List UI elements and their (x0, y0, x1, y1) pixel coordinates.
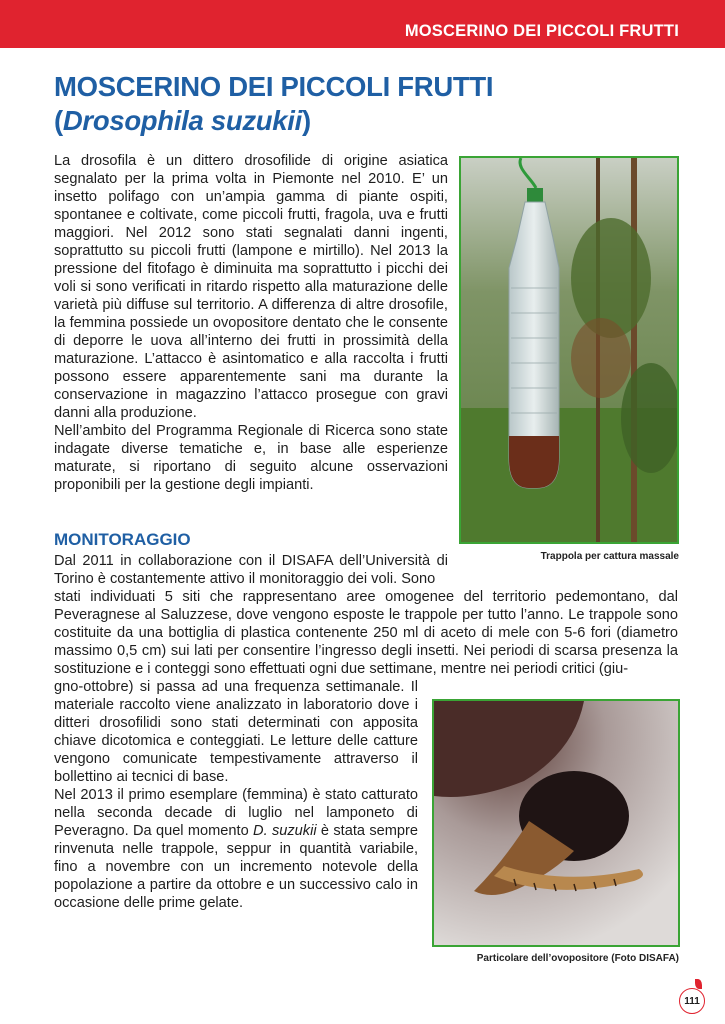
header-section-label: MOSCERINO DEI PICCOLI FRUTTI (404, 22, 679, 40)
intro-text-2: Nell’ambito del Programma Regionale di Ricerca sono state indagate diverse tematiche e, in base alle esperienze maturate, si riportano di seguito alcune osservazioni proponibili per la gestione degli impianti. (54, 423, 448, 493)
monitoring-text-full: stati individuati 5 siti che rappresentano aree omogenee del territorio pedemontano, dal Peveragnese al Saluzzese, dove vengono esposte le trappole per tutto l’anno. Le trappole sono costituite da una bottiglia di plastica contenente 250 ml di aceto di mele con 5-6 fori (diametro massimo 0,5 cm) sui lati per consentire l’ingresso degli insetti. Nei periodi di scarsa presenza la sostituzione e i conteggi sono effettuati ogni due settimane, mentre nei periodi critici (giu- (54, 589, 678, 677)
title-line1: MOSCERINO DEI PICCOLI FRUTTI (54, 71, 494, 102)
intro-paragraph (54, 152, 448, 494)
trap-caption: Trappola per cattura massale (540, 551, 679, 562)
header-bar (0, 0, 725, 48)
ovipositor-photo (432, 699, 680, 947)
monitoring-text-narrow2: gno-ottobre) si passa ad una frequenza settimanale. Il materiale raccolto viene analizzato in laboratorio dove i ditteri drosofilidi sono stati determinati con apposita chiave dicotomica e conteggiati. Le letture delle catture vengono comunicate tempestivamente attraverso il bollettino ai tecnici di base. (54, 679, 418, 785)
monitoring-paragraph-results (54, 678, 418, 912)
page-number: 111 (679, 988, 705, 1014)
monitoring-paragraph-narrow (54, 552, 448, 588)
leaf-icon (695, 979, 702, 989)
title-paren-close: ) (301, 105, 311, 136)
monitoring-text3-before: Nel 2013 il primo esemplare (femmina) è stato catturato nella seconda decade di luglio nel lamponeto di Peveragno. Da quel momento (54, 787, 418, 839)
monitoring-text-narrow: Dal 2011 in collaborazione con il DISAFA dell’Università di Torino è costantemente attivo il monitoraggio dei voli. Sono (54, 553, 448, 587)
trap-photo (459, 156, 679, 544)
monitoring-text3-after: è stata sempre rinvenuta nelle trappole, seppur in quantità variabile, fino a novembre con un incremento notevole della popolazione a partire da ottobre e un successivo calo in occasione delle prime gelate. (54, 823, 418, 911)
title-paren-open: ( (54, 105, 63, 136)
monitoring-heading: MONITORAGGIO (54, 530, 191, 549)
ovipositor-illustration (434, 701, 678, 945)
ovipositor-caption: Particolare dell’ovopositore (Foto DISAFA) (476, 953, 679, 964)
trap-illustration (461, 158, 677, 542)
intro-text: La drosofila è un dittero drosofilide di origine asiatica segnalato per la prima volta in Piemonte nel 2010. E’ un insetto polifago con un’ampia gamma di piante ospiti, spontanee e coltivate, come piccoli frutti, fragola, uva e frutti maggiori. Nel 2012 sono stati segnalati danni ingenti, soprattutto su piccoli frutti (lampone e mirtillo). Nel 2013 la pressione del fitofago è diminuita ma soprattutto i picchi dei voli si sono verificati in ritardo rispetto alla maturazione delle varietà più diffuse sul territorio. A differenza di altre drosofile, la femmina possiede un ovopositore dentato che le consente di deporre le uova all’interno dei frutti in prossimità della maturazione. L’attacco è asintomatico e alla raccolta i frutti possono essere apparentemente sani ma durante la conservazione in magazzino l’attacco prosegue con gravi danni alla produzione. (54, 153, 448, 421)
title-species: Drosophila suzukii (62, 105, 302, 136)
monitoring-text3-species: D. suzukii (253, 823, 317, 839)
page-title (54, 70, 493, 138)
monitoring-paragraph-full (54, 588, 678, 678)
